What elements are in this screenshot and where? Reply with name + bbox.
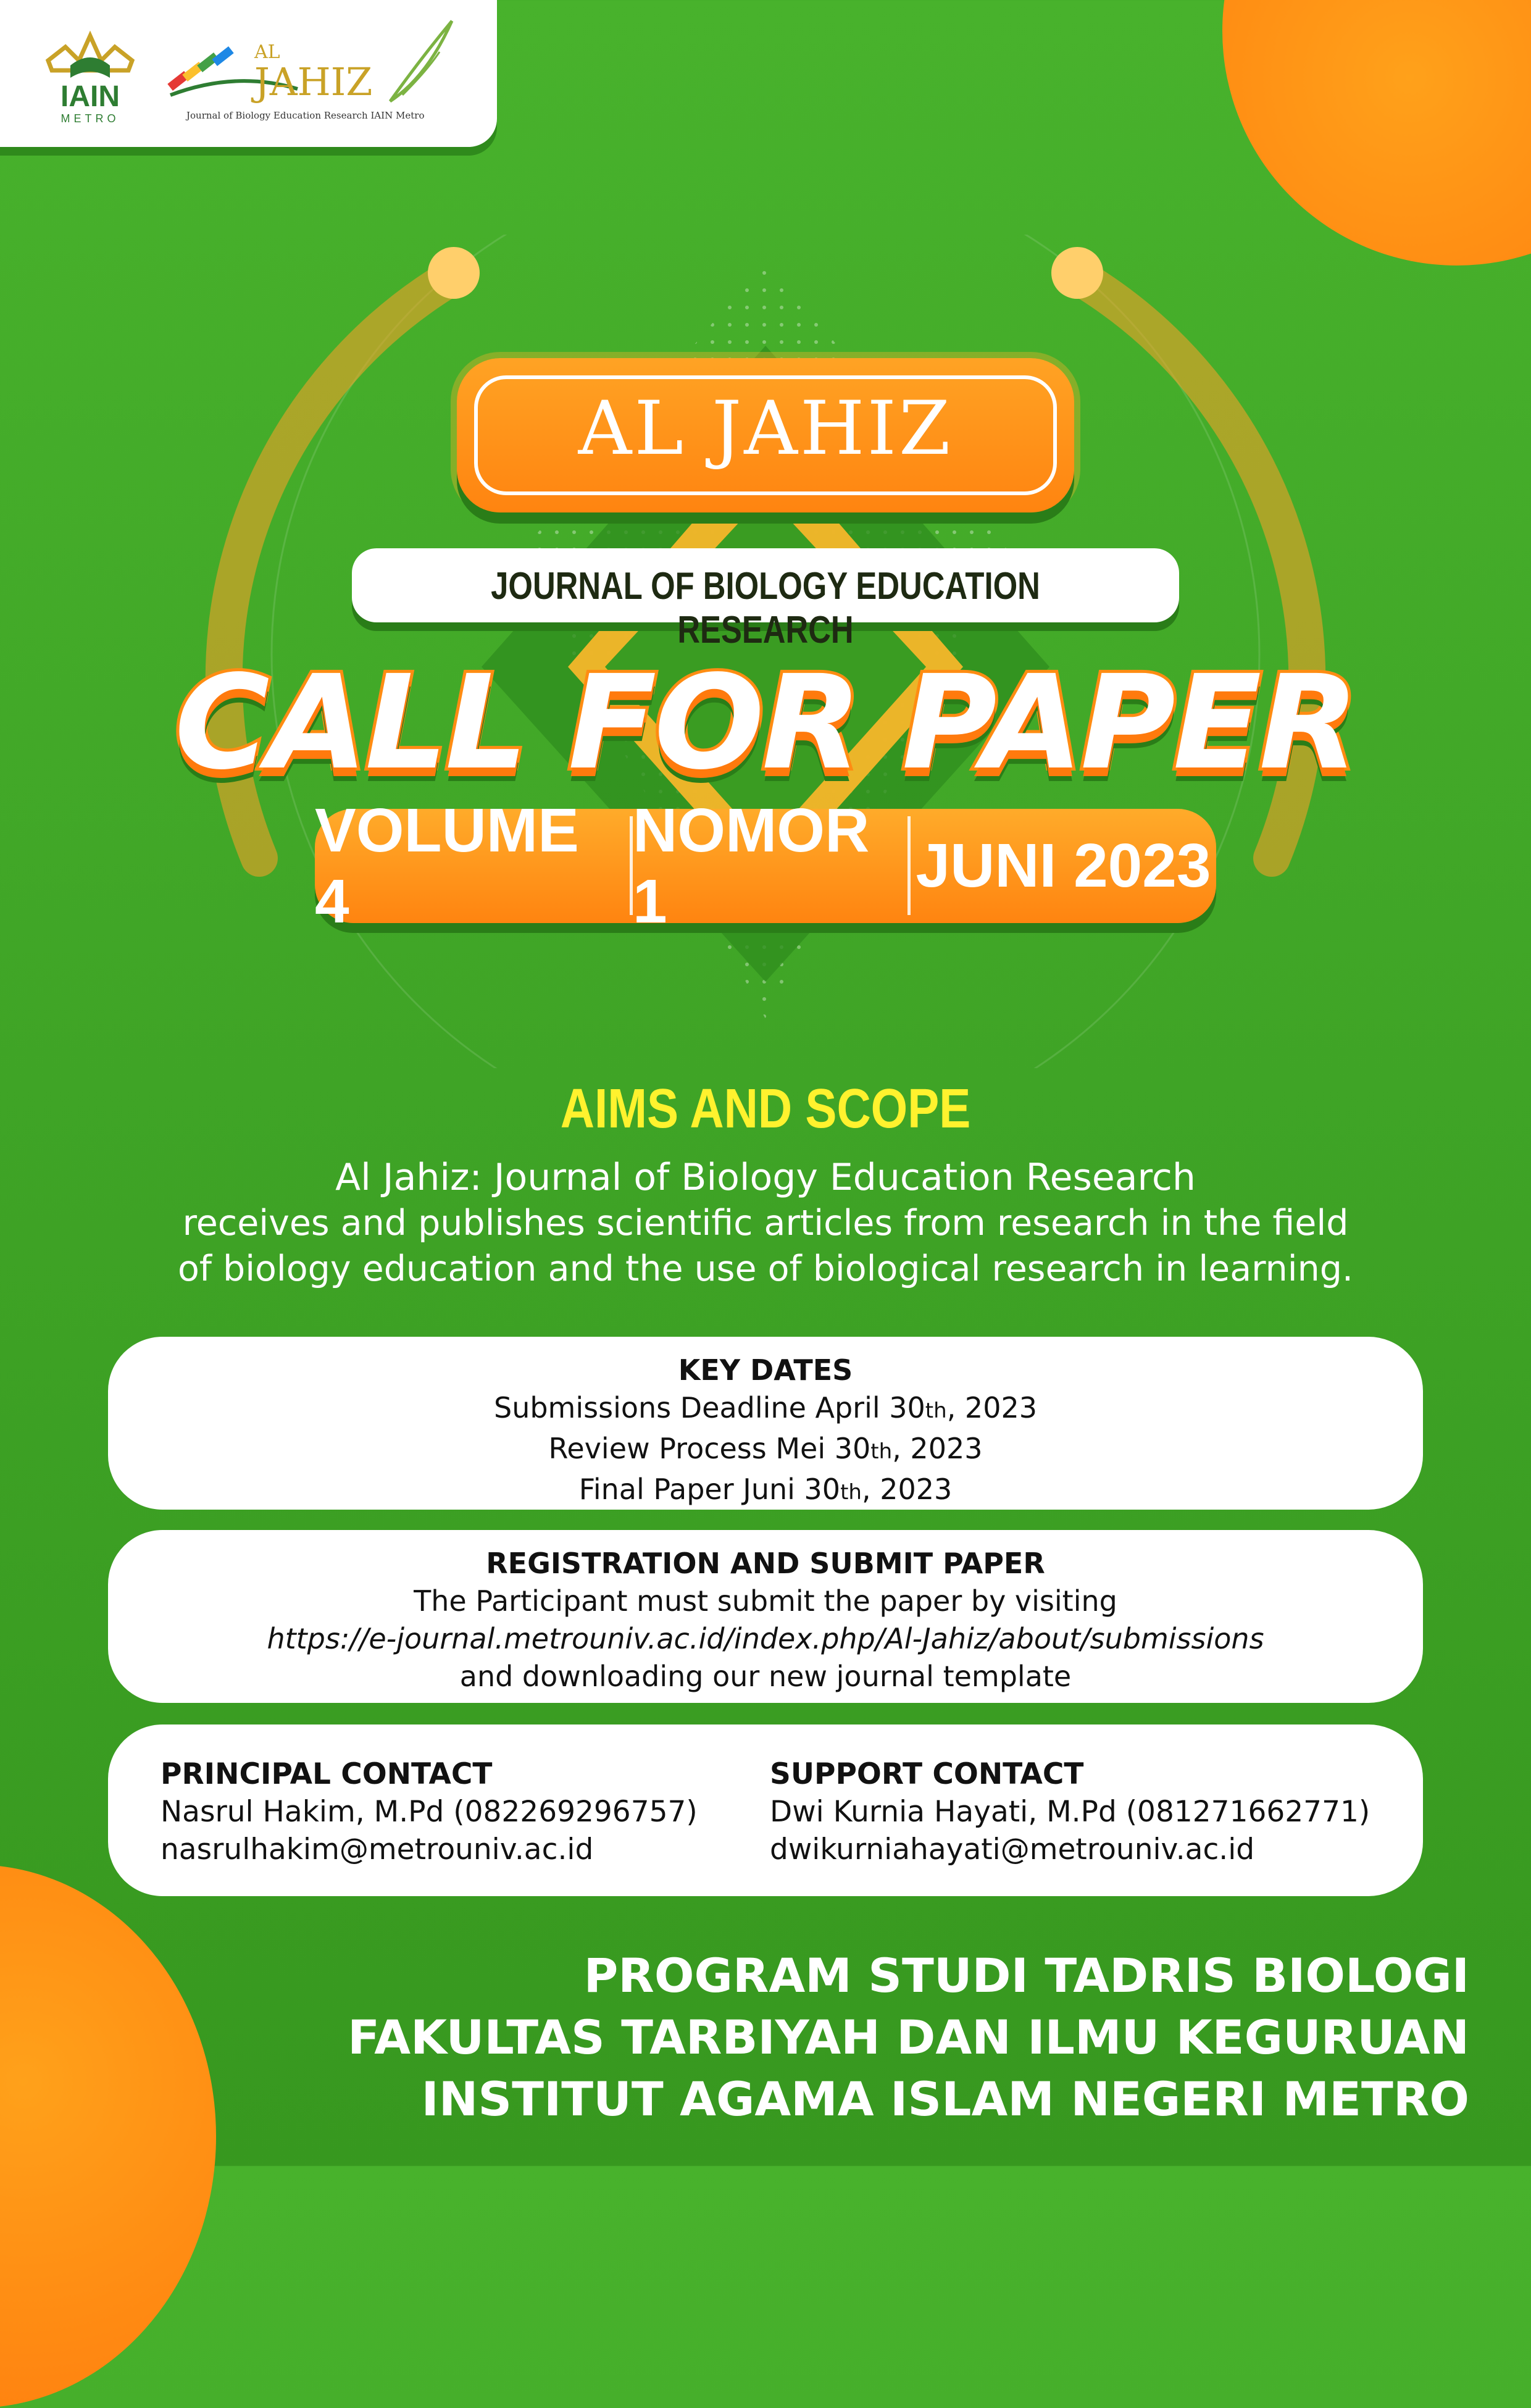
aims-scope-title: AIMS AND SCOPE	[560, 1078, 971, 1140]
issue-info-banner	[315, 795, 1216, 936]
registration-template-note: and downloading our new journal template	[459, 1660, 1072, 1693]
principal-contact-email[interactable]: nasrulhakim@metrouniv.ac.id	[161, 1833, 594, 1867]
principal-contact-name: Nasrul Hakim, M.Pd (082269296757)	[161, 1795, 698, 1829]
journal-subtitle-banner	[352, 548, 1179, 651]
registration-instruction: The Participant must submit the paper by visiting	[414, 1584, 1117, 1618]
support-contact-name: Dwi Kurnia Hayati, M.Pd (081271662771)	[770, 1795, 1370, 1829]
footer-faculty: FAKULTAS TARBIYAH DAN ILMU KEGURUAN	[348, 2010, 1469, 2065]
key-date-item: Final Paper Juni 30th, 2023	[578, 1473, 953, 1506]
orange-corner-shape-bottom-left	[0, 1865, 216, 2408]
institution-footer	[348, 1945, 1469, 2130]
support-contact	[770, 1755, 1370, 1868]
issue-volume: VOLUME 4	[315, 795, 579, 936]
key-date-item: Review Process Mei 30th, 2023	[548, 1432, 983, 1465]
issue-number: NOMOR 1	[633, 795, 870, 936]
key-dates-card	[108, 1337, 1423, 1510]
al-jahiz-logo	[162, 9, 458, 132]
jahiz-logo-tagline: Journal of Biology Education Research IAIN Metro	[186, 110, 425, 121]
key-dates-title: KEY DATES	[678, 1353, 853, 1387]
journal-subtitle: JOURNAL OF BIOLOGY EDUCATION RESEARCH	[491, 565, 1040, 651]
aims-lead: Al Jahiz: Journal of Biology Education Research	[335, 1156, 1196, 1199]
principal-contact-title: PRINCIPAL CONTACT	[161, 1757, 493, 1791]
support-contact-email[interactable]: dwikurniahayati@metrouniv.ac.id	[770, 1833, 1255, 1867]
aims-line: receives and publishes scientific articles from research in the field	[182, 1203, 1349, 1244]
footer-institute: INSTITUT AGAMA ISLAM NEGERI METRO	[421, 2071, 1469, 2126]
principal-contact	[161, 1755, 698, 1868]
aims-line: of biology education and the use of biological research in learning.	[177, 1248, 1354, 1289]
orange-corner-shape-top-right	[1222, 0, 1531, 265]
jahiz-logo-name: JAHIZ	[254, 59, 373, 104]
issue-date: JUNI 2023	[916, 831, 1211, 900]
iain-metro-logo	[36, 22, 144, 127]
footer-program: PROGRAM STUDI TADRIS BIOLOGI	[583, 1948, 1469, 2003]
iain-logo-subtext: METRO	[60, 112, 120, 125]
key-date-item: Submissions Deadline April 30th, 2023	[494, 1391, 1037, 1424]
aims-scope-body	[74, 1155, 1457, 1292]
contacts-card	[108, 1724, 1423, 1896]
logo-header	[0, 0, 497, 147]
journal-name-banner	[457, 358, 1074, 512]
call-for-paper-headline: CALL FOR PAPER	[174, 647, 1357, 798]
registration-title: REGISTRATION AND SUBMIT PAPER	[486, 1547, 1045, 1580]
registration-card	[108, 1530, 1423, 1703]
jahiz-logo-prefix: AL	[254, 41, 280, 63]
support-contact-title: SUPPORT CONTACT	[770, 1757, 1084, 1791]
iain-logo-text: IAIN	[60, 80, 120, 113]
submission-link[interactable]: https://e-journal.metrouniv.ac.id/index.php/Al-Jahiz/about/submissions	[267, 1622, 1264, 1655]
journal-name: AL JAHIZ	[578, 386, 953, 472]
